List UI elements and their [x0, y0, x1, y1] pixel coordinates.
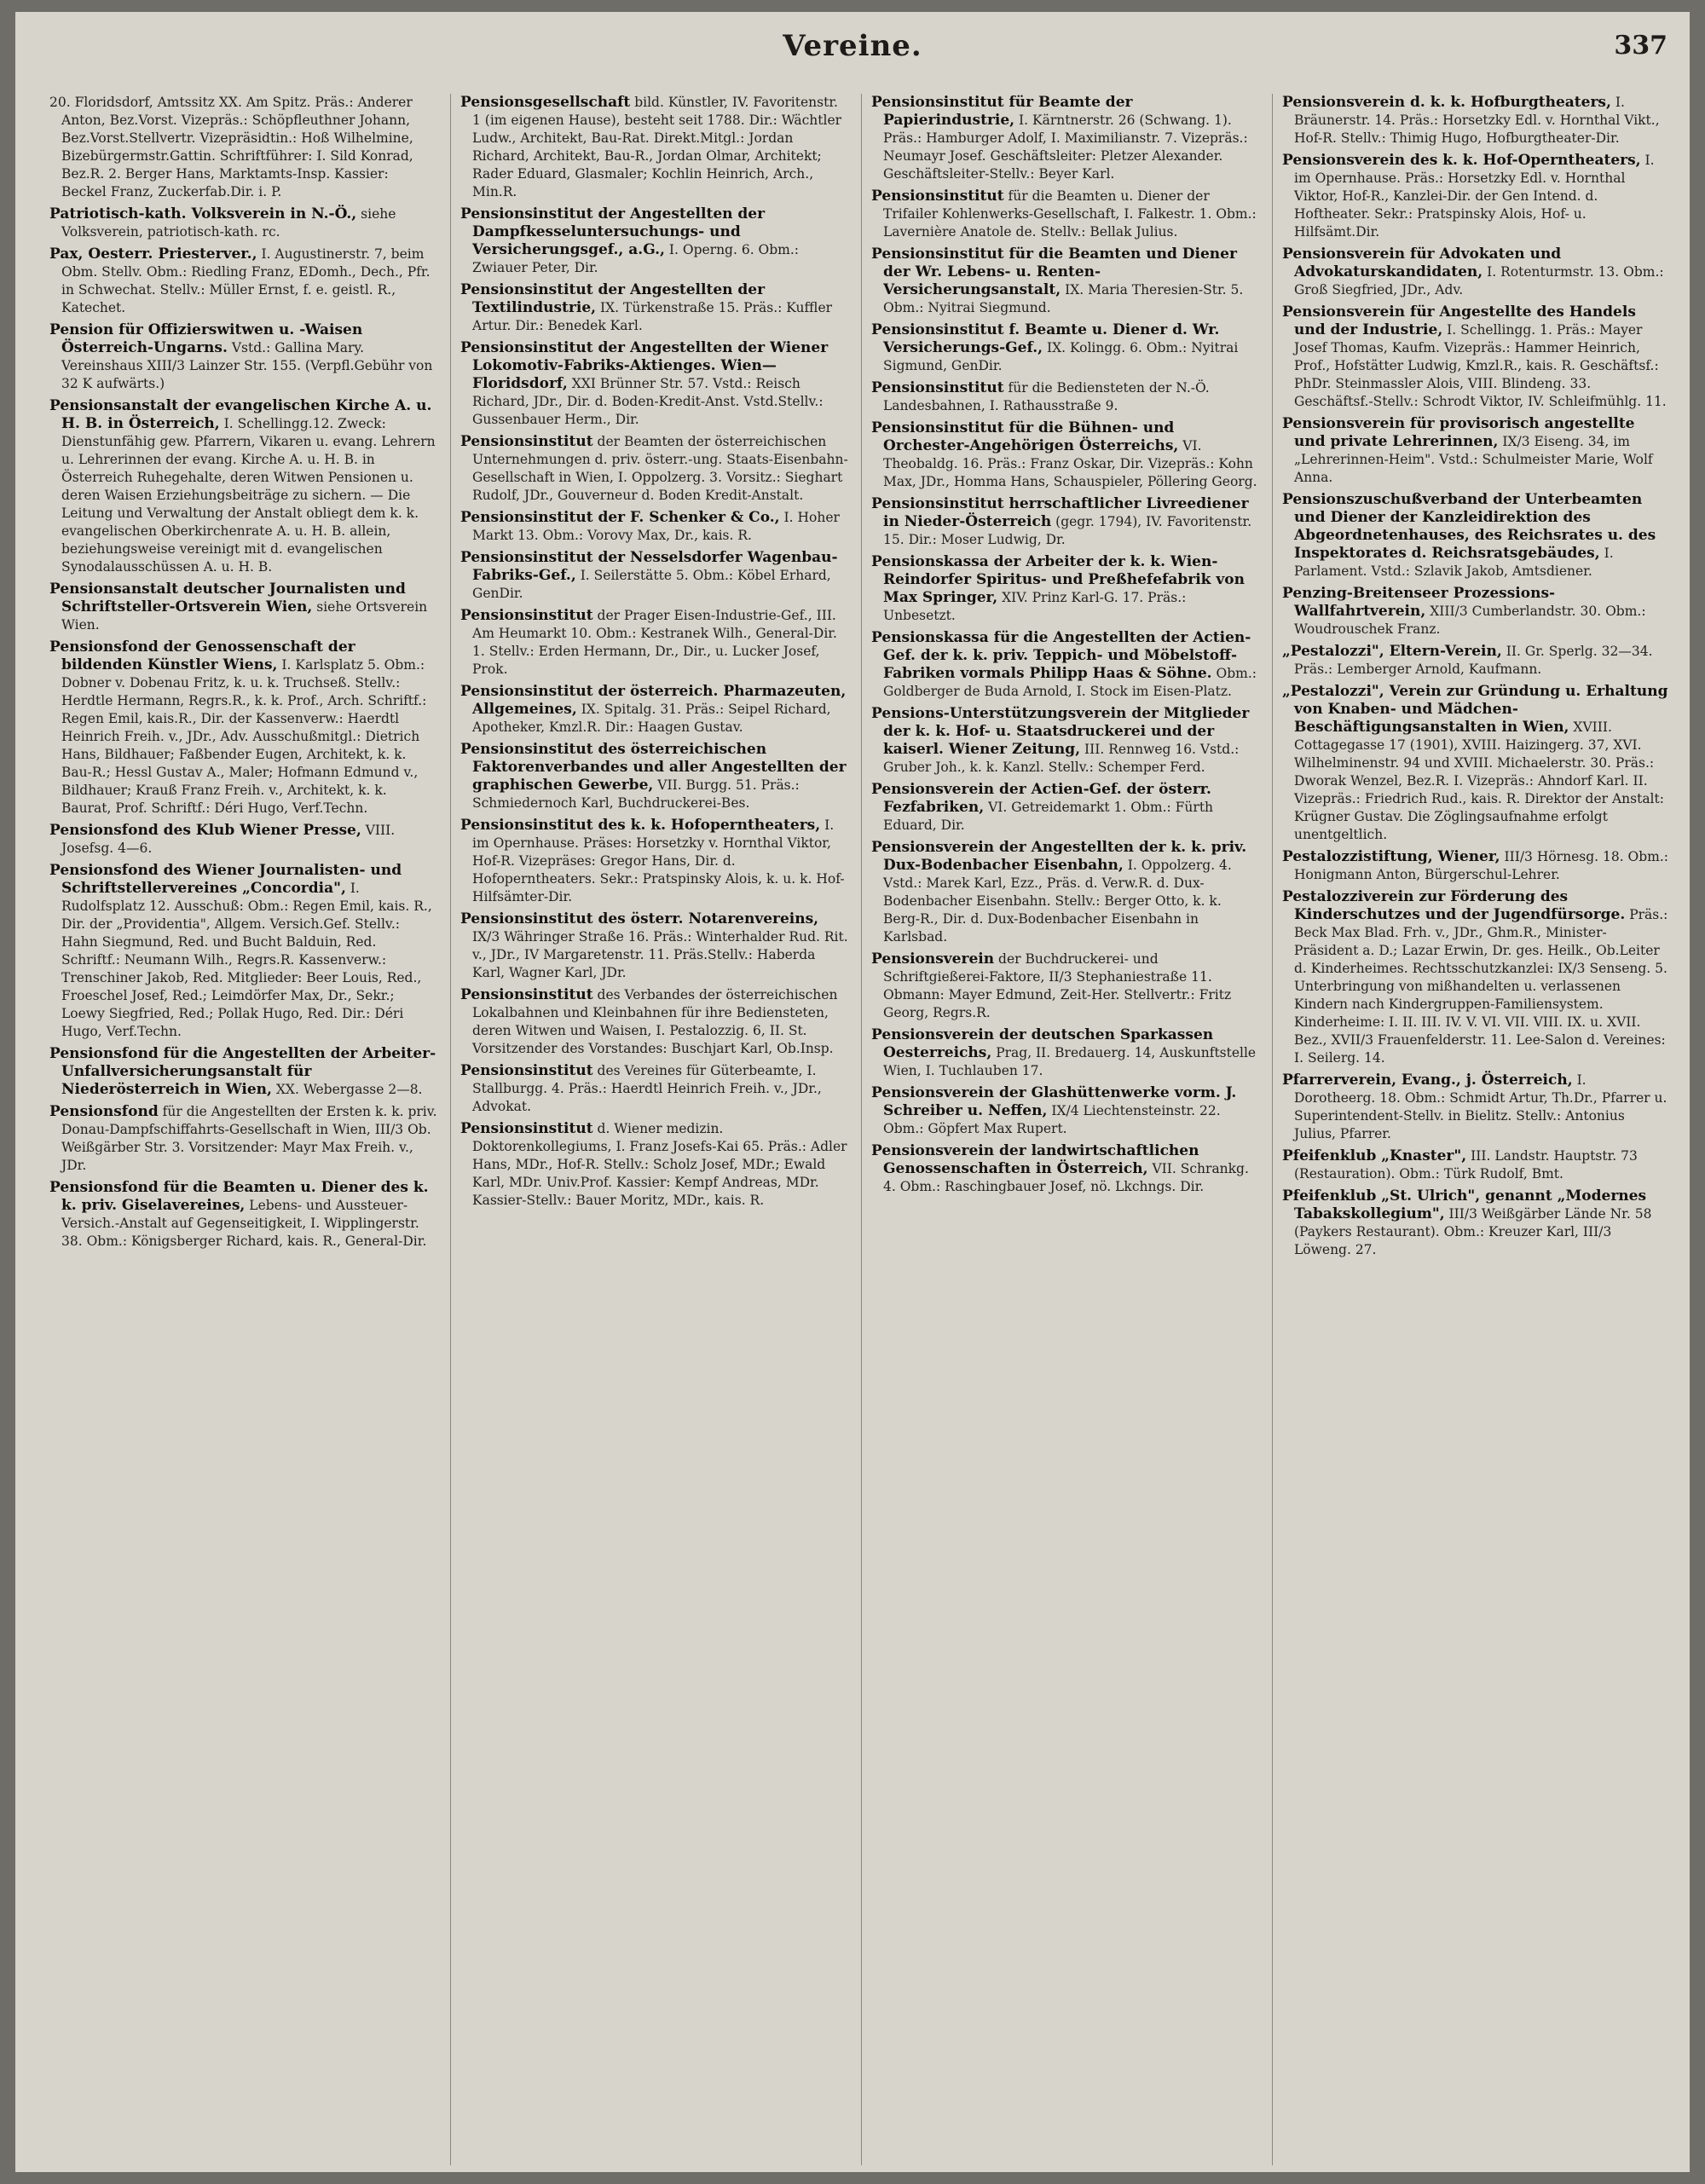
entry-name: Pensionsinstitut — [871, 188, 1004, 205]
entry-text: IX. Spitalg. 31. Präs.: Seipel Richard, Apotheker, Kmzl.R. Dir.: Haagen Gustav. — [472, 702, 831, 735]
entry-name: Pensionsverein d. k. k. Hofburgtheaters, — [1282, 94, 1611, 111]
entry-name: Pensionsinstitut — [871, 379, 1004, 396]
entry-name: Pensionsinstitut — [460, 1062, 593, 1079]
entry-columns — [49, 94, 1669, 2165]
entry-text: I. Seilerstätte 5. Obm.: Köbel Erhard, GenDir. — [472, 568, 831, 601]
directory-entry — [49, 638, 437, 818]
directory-entry — [1282, 888, 1670, 1067]
directory-entry — [871, 379, 1259, 415]
entry-name: Pfarrerverein, Evang., j. Österreich, — [1282, 1072, 1573, 1089]
entry-text: bild. Künstler, IV. Favoritenstr. 1 (im eigenen Hause), besteht seit 1788. Dir.: Wächtler Ludw., Architekt, Bau-Rat. Direkt.Mitgl.: Jordan Richard, Architekt, Bau-R., Jordan Olmar, Architekt; Rader Eduard, Glasmaler; Kochlin Heinrich, Arch., Min.R. — [472, 95, 842, 199]
directory-entry — [1282, 585, 1670, 638]
directory-entry — [460, 281, 848, 335]
entry-name: Pensionsinstitut des österr. Notarenvereins, — [460, 910, 819, 927]
entry-name: Pestalozzistiftung, Wiener, — [1282, 848, 1500, 865]
entry-name: Pensionsverein — [871, 950, 995, 968]
entry-text: XIII/3 Cumberlandstr. 30. Obm.: Woudrouschek Franz. — [1294, 604, 1646, 637]
column-2 — [460, 94, 848, 2165]
entry-text: IX. Kolingg. 6. Obm.: Nyitrai Sigmund, GenDir. — [883, 340, 1239, 373]
entry-name: Pensionsinstitut der Angestellten der Textilindustrie, — [460, 281, 766, 316]
directory-entry — [460, 607, 848, 679]
entry-text: IX/3 Eiseng. 34, im „Lehrerinnen-Heim". Vstd.: Schulmeister Marie, Wolf Anna. — [1294, 434, 1653, 485]
entry-name: Pax, Oesterr. Priesterver., — [49, 246, 257, 263]
entry-text: 20. Floridsdorf, Amtssitz XX. Am Spitz. Präs.: Anderer Anton, Bez.Vorst. Vizepräs.: Schöpfleuthner Johann, Bez.Vorst.Stellvertr. Vizepräsidtin.: Hoß Wilhelmine, Bizebürgermstr.Gattin. Schriftführer: I. Sild Konrad, Bez.R. 2. Berger Hans, Marktamts-Insp. Kassier: Beckel Franz, Zuckerfab.Dir. i. P. — [49, 95, 413, 199]
entry-name: Pensionsinstitut f. Beamte u. Diener d. Wr. Versicherungs-Gef., — [871, 321, 1220, 356]
entry-text: VI. Theobaldg. 16. Präs.: Franz Oskar, Dir. Vizepräs.: Kohn Max, JDr., Homma Hans, Schauspieler, Pöllering Georg. — [883, 438, 1257, 489]
directory-entry — [460, 339, 848, 429]
entry-text: I. Schellingg. 1. Präs.: Mayer Josef Thomas, Kaufm. Vizepräs.: Hammer Heinrich, Prof., Hofstätter Ludwig, Kmzl.R., kais. R. Geschäftsf.: PhDr. Steinmassler Alois, VIII. Blindeng. 33. Geschäftsf.-Stellv.: Schrodt Viktor, IV. Schleifmühlg. 11. — [1294, 322, 1667, 409]
directory-entry — [49, 581, 437, 634]
entry-text: III. Landstr. Hauptstr. 73 (Restauration). Obm.: Türk Rudolf, Bmt. — [1294, 1148, 1638, 1182]
entry-text: für die Bediensteten der N.-Ö. Landesbahnen, I. Rathausstraße 9. — [883, 380, 1210, 413]
directory-entry — [460, 205, 848, 277]
entry-text: I. Parlament. Vstd.: Szlavik Jakob, Amtsdiener. — [1294, 546, 1614, 579]
entry-text: I. Rudolfsplatz 12. Ausschuß: Obm.: Regen Emil, kais. R., Dir. der „Providentia", Allgem. Versich.Gef. Stellv.: Hahn Siegmund, Red. und Bucht Balduin, Red. Schriftf.: Neumann Wilh., Regrs.R. Kassenverw.: Trenschiner Jakob, Red. Mitglieder: Beer Louis, Red., Froeschel Josef, Red.; Leimdörfer Max, Dr., Sekr.; Loewy Siegfried, Red.; Pollak Hugo, Red. Dir.: Déri Hugo, Verf.Techn. — [61, 881, 432, 1039]
entry-name: Pensionszuschußverband der Unterbeamten und Diener der Kanzleidirektion des Abgeordnetenhauses, des Reichsrates u. des Inspektorates d. Reichsratsgebäudes, — [1282, 491, 1656, 562]
entry-text: siehe Volksverein, patriotisch-kath. rc. — [61, 206, 396, 240]
entry-name: Pensionsfond der Genossenschaft der bildenden Künstler Wiens, — [49, 638, 355, 673]
entry-text: der Beamten der österreichischen Unternehmungen d. priv. österr.-ung. Staats-Eisenbahn-Gesellschaft in Wien, I. Oppolzerg. 3. Vorsitz.: Sieghart Rudolf, JDr., Gouverneur d. Boden Kredit-Anstalt. — [472, 434, 848, 503]
directory-entry — [871, 1142, 1259, 1196]
entry-text: Vstd.: Gallina Mary. Vereinshaus XIII/3 Lainzer Str. 155. (Verpfl.Gebühr von 32 K aufwärts.) — [61, 340, 433, 391]
entry-name: Pensionsverein der Glashüttenwerke vorm. J. Schreiber u. Neffen, — [871, 1084, 1237, 1119]
entry-name: Pensionsinstitut des österreichischen Faktorenverbandes und aller Angestellten der graphischen Gewerbe, — [460, 741, 847, 794]
directory-entry — [460, 817, 848, 906]
entry-text: I. Schellingg.12. Zweck: Dienstunfähig gew. Pfarrern, Vikaren u. evang. Lehrern u. Lehrerinnen der evang. Kirche A. u. H. B. in Österreich Ruhegehalte, deren Witwen Pensionen u. deren Waisen Erziehungsbeiträge zu sichern. — Die Leitung und Verwaltung der Anstalt obliegt dem k. k. evangelischen Oberkirchenrate A. u. H. B. allein, beziehungsweise vereinigt mit d. evangelischen Synodalausschüssen A. u. H. B. — [61, 416, 436, 575]
directory-entry — [49, 1179, 437, 1251]
entry-name: Pensionsverein für Advokaten und Advokaturskandidaten, — [1282, 246, 1562, 280]
entry-text: I. Rotenturmstr. 13. Obm.: Groß Siegfried, JDr., Adv. — [1294, 264, 1664, 298]
entry-text: XVIII. Cottagegasse 17 (1901), XVIII. Haizingerg. 37, XVI. Wilhelminenstr. 94 und XVIII. Michaelerstr. 30. Präs.: Dworak Wenzel, Bez.R. I. Vizepräs.: Ahndorf Karl. II. Vizepräs.: Friedrich Rud., kais. R. Direktor der Anstalt: Krügner Gustav. Die Zöglingsaufnahme erfolgt unentgeltlich. — [1294, 719, 1664, 842]
entry-name: Pensionsfond des Wiener Journalisten- und Schriftstellervereines „Concordia", — [49, 862, 402, 897]
directory-entry — [49, 321, 437, 393]
entry-name: Pensionsinstitut der F. Schenker & Co., — [460, 509, 780, 526]
directory-entry — [871, 419, 1259, 491]
directory-entry — [460, 549, 848, 603]
entry-name: Pensionsinstitut — [460, 1120, 593, 1137]
entry-name: Pfeifenklub „Knaster", — [1282, 1147, 1467, 1164]
directory-entry — [871, 781, 1259, 835]
entry-text: des Vereines für Güterbeamte, I. Stallburgg. 4. Präs.: Haerdtl Heinrich Freih. v., JDr., Advokat. — [472, 1063, 822, 1114]
entry-text: I. Hoher Markt 13. Obm.: Vorovy Max, Dr., kais. R. — [472, 510, 840, 543]
directory-entry — [49, 822, 437, 858]
entry-name: Pensionsverein des k. k. Hof-Operntheaters, — [1282, 152, 1641, 169]
entry-name: Pensionsinstitut der Nesselsdorfer Wagenbau-Fabriks-Gef., — [460, 549, 838, 584]
entry-name: Pensionsverein der Actien-Gef. der österr. Fezfabriken, — [871, 781, 1211, 816]
entry-text: XIV. Prinz Karl-G. 17. Präs.: Unbesetzt. — [883, 590, 1187, 623]
entry-name: Pensionsinstitut — [460, 433, 593, 450]
directory-entry — [49, 1045, 437, 1099]
entry-name: Pestalozziverein zur Förderung des Kinderschutzes und der Jugendfürsorge. — [1282, 888, 1626, 923]
directory-entry — [460, 986, 848, 1058]
entry-name: Penzing-Breitenseer Prozessions-Wallfahrtverein, — [1282, 585, 1556, 620]
directory-entry — [1282, 1147, 1670, 1183]
directory-entry — [460, 94, 848, 201]
entry-name: Pfeifenklub „St. Ulrich", genannt „Modernes Tabakskollegium", — [1282, 1187, 1647, 1222]
entry-name: Pensionsverein der landwirtschaftlichen Genossenschaften in Österreich, — [871, 1142, 1199, 1177]
directory-entry — [871, 629, 1259, 701]
entry-name: Pensionsverein für Angestellte des Handels und der Industrie, — [1282, 303, 1636, 338]
directory-entry — [49, 246, 437, 317]
entry-text: II. Gr. Sperlg. 32—34. Präs.: Lemberger Arnold, Kaufmann. — [1294, 644, 1653, 677]
directory-entry — [871, 705, 1259, 777]
entry-name: „Pestalozzi", Verein zur Gründung u. Erhaltung von Knaben- und Mädchen-Beschäftigungsanstalten in Wien, — [1282, 683, 1668, 736]
entry-name: Pensionsinstitut für die Beamten und Diener der Wr. Lebens- u. Renten-Versicherungsanstalt, — [871, 246, 1237, 298]
entry-text: I. im Opernhause. Präs.: Horsetzky Edl. v. Hornthal Viktor, Hof-R., Kanzlei-Dir. der Gen Intend. d. Hoftheater. Sekr.: Pratspinsky Alois, Hof- u. Hilfsämt.Dir. — [1294, 153, 1655, 240]
entry-text: Obm.: Goldberger de Buda Arnold, I. Stock im Eisen-Platz. — [883, 666, 1257, 699]
entry-name: Pensionsanstalt deutscher Journalisten und Schriftsteller-Ortsverein Wien, — [49, 581, 406, 615]
entry-text: I. Operng. 6. Obm.: Zwiauer Peter, Dir. — [472, 242, 800, 275]
entry-text: IX. Maria Theresien-Str. 5. Obm.: Nyitrai Siegmund. — [883, 282, 1244, 315]
entry-name: „Pestalozzi", Eltern-Verein, — [1282, 643, 1502, 660]
entry-text: VII. Burgg. 51. Präs.: Schmiedernoch Karl, Buchdruckerei-Bes. — [472, 777, 800, 811]
entry-text: d. Wiener medizin. Doktorenkollegiums, I. Franz Josefs-Kai 65. Präs.: Adler Hans, MDr., Hof-R. Stellv.: Scholz Josef, MDr.; Ewald Karl, MDr. Univ.Prof. Kassier: Kempf Andreas, MDr. Kassier-Stellv.: Bauer Moritz, MDr., kais. R. — [472, 1121, 847, 1208]
directory-entry — [871, 1084, 1259, 1138]
directory-entry — [871, 1026, 1259, 1080]
entry-text: VI. Getreidemarkt 1. Obm.: Fürth Eduard, Dir. — [883, 800, 1214, 833]
entry-text: für die Beamten u. Diener der Trifailer Kohlenwerks-Gesellschaft, I. Falkestr. 1. Obm.: Lavernière Anatole de. Stellv.: Bellak Julius. — [883, 188, 1257, 240]
entry-text: I. Kärntnerstr. 26 (Schwang. 1). Präs.: Hamburger Adolf, I. Maximilianstr. 7. Vizepräs.: Neumayr Josef. Geschäftsleiter: Pletzer Alexander. Geschäftsleiter-Stellv.: Beyer Karl. — [883, 113, 1248, 182]
page-number: 337 — [1614, 31, 1667, 61]
entry-name: Pensions-Unterstützungsverein der Mitglieder der k. k. Hof- u. Staatsdruckerei und der kaiserl. Wiener Zeitung, — [871, 705, 1250, 758]
entry-name: Pensionsinstitut des k. k. Hofoperntheaters, — [460, 817, 821, 834]
entry-text: IX/4 Liechtensteinstr. 22. Obm.: Göpfert Max Rupert. — [883, 1103, 1221, 1136]
entry-text: I. Oppolzerg. 4. Vstd.: Marek Karl, Ezz., Präs. d. Verw.R. d. Dux-Bodenbacher Eisenbahn. Stellv.: Berger Otto, k. k. Berg-R., Dir. d. Dux-Bodenbacher Eisenbahn in Karlsbad. — [883, 858, 1232, 945]
entry-name: Pensionsinstitut — [460, 607, 593, 624]
directory-entry — [460, 910, 848, 982]
entry-text: III/3 Hörnesg. 18. Obm.: Honigmann Anton, Bürgerschul-Lehrer. — [1294, 849, 1669, 882]
directory-entry — [1282, 246, 1670, 299]
directory-entry — [1282, 1187, 1670, 1259]
entry-text: VIII. Josefsg. 4—6. — [61, 823, 396, 856]
directory-entry — [871, 553, 1259, 625]
directory-entry — [871, 188, 1259, 241]
directory-entry — [1282, 1072, 1670, 1143]
page-header — [15, 24, 1690, 75]
entry-name: Pensionsgesellschaft — [460, 94, 631, 111]
directory-entry — [871, 321, 1259, 375]
column-divider — [861, 94, 862, 2165]
directory-entry — [49, 1103, 437, 1175]
entry-text: des Verbandes der österreichischen Lokalbahnen und Kleinbahnen für ihre Bediensteten, deren Witwen und Waisen, I. Pestalozzig. 6, II. St. Vorsitzender des Vorstandes: Buschjart Karl, Ob.Insp. — [472, 987, 838, 1056]
directory-entry — [460, 1120, 848, 1210]
directory-entry — [460, 509, 848, 545]
entry-name: Pensionsfond — [49, 1103, 159, 1120]
page-title: Vereine. — [783, 29, 922, 63]
directory-entry — [1282, 643, 1670, 679]
directory-entry — [1282, 491, 1670, 581]
directory-entry — [871, 839, 1259, 946]
entry-text: Prag, II. Bredauerg. 14, Auskunftstelle Wien, I. Tuchlauben 17. — [883, 1045, 1257, 1078]
entry-text: I. Dorotheerg. 18. Obm.: Schmidt Artur, Th.Dr., Pfarrer u. Superintendent-Stellv. in Bielitz. Stellv.: Antonius Julius, Pfarrer. — [1294, 1072, 1667, 1141]
entry-text: für die Angestellten der Ersten k. k. priv. Donau-Dampfschiffahrts-Gesellschaft in Wien, III/3 Ob. Weißgärber Str. 3. Vorsitzender: Mayr Max Freih. v., JDr. — [61, 1104, 437, 1173]
entry-name: Pensionsinstitut der Angestellten der Wiener Lokomotiv-Fabriks-Aktienges. Wien—Floridsdorf, — [460, 339, 829, 392]
directory-entry — [49, 397, 437, 576]
entry-text: der Prager Eisen-Industrie-Gef., III. Am Heumarkt 10. Obm.: Kestranek Wilh., General-Dir. 1. Stellv.: Erden Hermann, Dr., Dir., u. Lucker Josef, Prok. — [472, 608, 837, 677]
entry-name: Pensionsinstitut für die Bühnen- und Orchester-Angehörigen Österreichs, — [871, 419, 1179, 454]
entry-name: Pensionsfond für die Angestellten der Arbeiter-Unfallversicherungsanstalt für Niederösterreich in Wien, — [49, 1045, 436, 1098]
entry-name: Pensionskassa der Arbeiter der k. k. Wien-Reindorfer Spiritus- und Preßhefefabrik von Max Springer, — [871, 553, 1245, 606]
entry-name: Pensionsinstitut herrschaftlicher Livreediener in Nieder-Österreich — [871, 495, 1249, 530]
column-divider — [450, 94, 451, 2165]
entry-text: I. Bräunerstr. 14. Präs.: Horsetzky Edl. v. Hornthal Vikt., Hof-R. Stellv.: Thimig Hugo, Hofburgtheater-Dir. — [1294, 95, 1660, 146]
entry-text: XX. Webergasse 2—8. — [275, 1082, 423, 1097]
directory-entry — [460, 683, 848, 737]
entry-text: siehe Ortsverein Wien. — [61, 599, 428, 633]
directory-entry — [1282, 683, 1670, 844]
directory-entry — [871, 94, 1259, 183]
entry-name: Pension für Offizierswitwen u. -Waisen Österreich-Ungarns. — [49, 321, 363, 356]
entry-text: (gegr. 1794), IV. Favoritenstr. 15. Dir.: Moser Ludwig, Dr. — [883, 514, 1252, 547]
entry-name: Pensionsfond des Klub Wiener Presse, — [49, 822, 361, 839]
directory-entry — [1282, 152, 1670, 241]
directory-entry — [1282, 94, 1670, 147]
entry-name: Pensionskassa für die Angestellten der Actien-Gef. der k. k. priv. Teppich- und Möbelstoff-Fabriken vormals Philipp Haas & Söhne. — [871, 629, 1251, 682]
entry-name: Pensionsinstitut der Angestellten der Dampfkesseluntersuchungs- und Versicherungsgef., a.G., — [460, 205, 766, 258]
column-4 — [1282, 94, 1670, 2165]
entry-text: I. Karlsplatz 5. Obm.: Dobner v. Dobenau Fritz, k. u. k. Truchseß. Stellv.: Herdtle Hermann, Regrs.R., k. k. Prof., Arch. Schriftf.: Regen Emil, kais.R., Dir. der Kassenverw.: Haerdtl Heinrich Freih. v., JDr., Adv. Ausschußmitgl.: Dietrich Hans, Bildhauer; Faßbender Eugen, Architekt, k. k. Bau-R.; Hessl Gustav A., Maler; Hofmann Edmund v., Bildhauer; Krauß Franz Freih. v., Architekt, k. k. Baurat, Prof. Schriftf.: Déri Hugo, Verf.Techn. — [61, 657, 427, 816]
entry-name: Pensionsverein der deutschen Sparkassen Oesterreichs, — [871, 1026, 1214, 1061]
entry-text: I. im Opernhause. Präses: Horsetzky v. Hornthal Viktor, Hof-R. Vizepräses: Gregor Hans, Dir. d. Hofoperntheaters. Sekr.: Pratspinsky Alois, k. u. k. Hof-Hilfsämter-Dir. — [472, 818, 845, 904]
directory-entry — [1282, 848, 1670, 884]
entry-text: IX/3 Währinger Straße 16. Präs.: Winterhalder Rud. Rit. v., JDr., IV Margaretenstr. 11. Präs.Stellv.: Haberda Karl, Wagner Karl, JDr. — [472, 929, 848, 980]
directory-entry — [49, 862, 437, 1041]
entry-name: Pensionsinstitut der österreich. Pharmazeuten, Allgemeines, — [460, 683, 847, 718]
entry-text: Lebens- und Aussteuer-Versich.-Anstalt auf Gegenseitigkeit, I. Wipplingerstr. 38. Obm.: Königsberger Richard, kais. R., General-Dir. — [61, 1198, 427, 1249]
directory-entry — [49, 205, 437, 241]
entry-name: Pensionsinstitut — [460, 986, 593, 1003]
directory-entry — [1282, 415, 1670, 487]
entry-text: III/3 Weißgärber Lände Nr. 58 (Paykers Restaurant). Obm.: Kreuzer Karl, III/3 Löweng. 27. — [1294, 1206, 1652, 1257]
entry-name: Pensionsverein für provisorisch angestellte und private Lehrerinnen, — [1282, 415, 1635, 450]
entry-text: Präs.: Beck Max Blad. Frh. v., JDr., Ghm.R., Minister-Präsident a. D.; Lazar Erwin, Dr. ges. Heilk., Ob.Leiter d. Kinderheimes. Rechtsschutzkanzlei: IX/3 Senseng. 5. Unterbringung von mißhandelten u. verlassenen Kindern nach Kindergruppen-Familiensystem. Kinderheime: I. II. III. IV. V. VI. VII. VIII. IX. u. XVII. Bez., XVII/3 Frauenfelderstr. 11. Lee-Salon d. Vereines: I. Seilerg. 14. — [1294, 907, 1668, 1066]
entry-text: I. Augustinerstr. 7, beim Obm. Stellv. Obm.: Riedling Franz, EDomh., Dech., Pfr. in Schwechat. Stellv.: Müller Ernst, f. e. geistl. R., Katechet. — [61, 246, 431, 315]
directory-entry — [460, 741, 848, 812]
directory-entry — [49, 94, 437, 201]
directory-page — [15, 12, 1690, 2172]
entry-text: XXI Brünner Str. 57. Vstd.: Reisch Richard, JDr., Dir. d. Boden-Kredit-Anst. Vstd.Stellv.: Gussenbauer Herm., Dir. — [472, 376, 824, 427]
column-divider — [1272, 94, 1273, 2165]
entry-name: Pensionsfond für die Beamten u. Diener des k. k. priv. Giselavereines, — [49, 1179, 429, 1214]
entry-text: VII. Schrankg. 4. Obm.: Raschingbauer Josef, nö. Lkchngs. Dir. — [883, 1161, 1249, 1194]
column-1 — [49, 94, 437, 2165]
directory-entry — [871, 246, 1259, 317]
column-3 — [871, 94, 1259, 2165]
entry-name: Pensionsanstalt der evangelischen Kirche A. u. H. B. in Österreich, — [49, 397, 432, 432]
entry-name: Patriotisch-kath. Volksverein in N.-Ö., — [49, 205, 357, 222]
directory-entry — [871, 950, 1259, 1022]
directory-entry — [460, 1062, 848, 1116]
directory-entry — [1282, 303, 1670, 411]
directory-entry — [460, 433, 848, 505]
entry-text: III. Rennweg 16. Vstd.: Gruber Joh., k. k. Kanzl. Stellv.: Schemper Ferd. — [883, 742, 1240, 775]
entry-text: IX. Türkenstraße 15. Präs.: Kuffler Artur. Dir.: Benedek Karl. — [472, 300, 833, 333]
entry-text: der Buchdruckerei- und Schriftgießerei-Faktore, II/3 Stephaniestraße 11. Obmann: Mayer Edmund, Zeit-Her. Stellvertr.: Fritz Georg, Regrs.R. — [883, 951, 1232, 1020]
directory-entry — [871, 495, 1259, 549]
entry-name: Pensionsinstitut für Beamte der Papierindustrie, — [871, 94, 1133, 129]
entry-name: Pensionsverein der Angestellten der k. k. priv. Dux-Bodenbacher Eisenbahn, — [871, 839, 1247, 874]
